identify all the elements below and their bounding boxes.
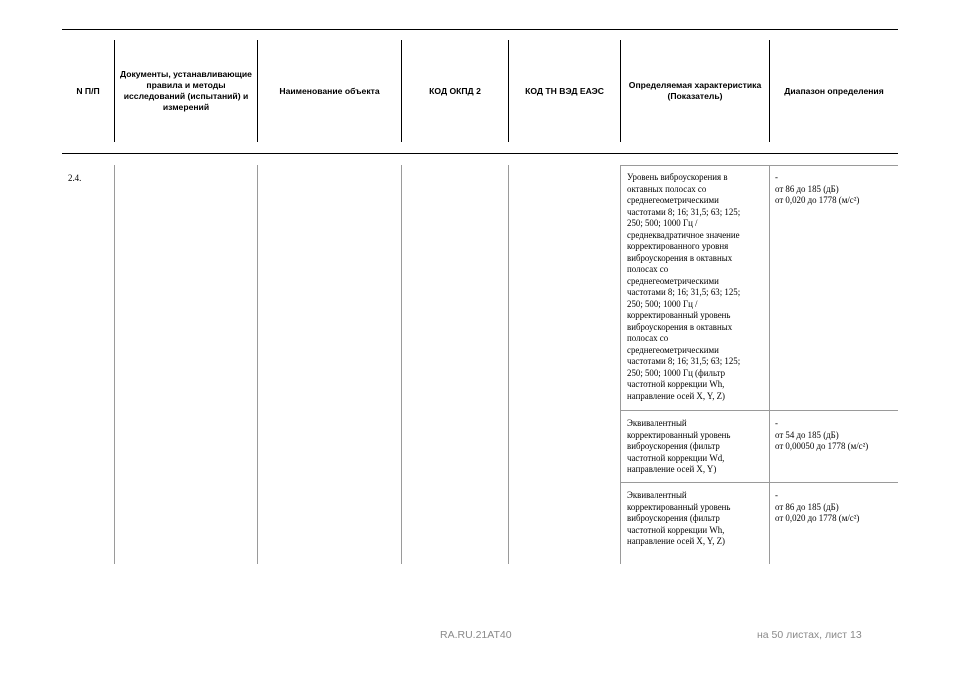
row-separator bbox=[620, 165, 898, 166]
characteristic-cell: Уровень виброускорения в октавных полосах со среднегеометрическими частотами 8; 16; 31,5; 63; 125; 250; 500; 1000 Гц / среднеквадратичное значение корректированного уровня виброускорения в октавных полосах со среднегеометрическими частотами 8; 16; 31,5; 63; 125; 250; 500; 1000 Гц / корректированный уровень виброускорения в октавных полосах со среднегеометрическими частотами 8; 16; 31,5; 63; 125; 250; 500; 1000 Гц (фильтр частотной коррекции Wh, направление осей X, Y, Z) bbox=[627, 172, 741, 401]
body-divider bbox=[257, 165, 258, 564]
footer-doc-code: RA.RU.21AT40 bbox=[440, 629, 512, 641]
characteristic-cell: Эквивалентный корректированный уровень виброускорения (фильтр частотной коррекции Wd, направление осей X, Y) bbox=[627, 418, 731, 474]
row-separator bbox=[620, 410, 898, 411]
header-number: N П/П bbox=[76, 85, 100, 96]
body-divider bbox=[620, 165, 621, 564]
header-bottom-rule bbox=[62, 153, 898, 154]
characteristic-cell: Эквивалентный корректированный уровень виброускорения (фильтр частотной коррекции Wh, направление осей X, Y, Z) bbox=[627, 490, 731, 546]
row-separator bbox=[620, 482, 898, 483]
range-cell: - от 54 до 185 (дБ) от 0,00050 до 1778 (м/с²) bbox=[775, 418, 869, 451]
body-divider bbox=[769, 165, 770, 564]
header-characteristic: Определяемая характеристика (Показатель) bbox=[628, 80, 762, 101]
row-number: 2.4. bbox=[68, 173, 82, 183]
body-divider bbox=[508, 165, 509, 564]
range-cell: - от 86 до 185 (дБ) от 0,020 до 1778 (м/с²) bbox=[775, 490, 860, 523]
body-divider bbox=[114, 165, 115, 564]
header-tnved-code: КОД ТН ВЭД ЕАЭС bbox=[525, 85, 604, 96]
header-range: Диапазон определения bbox=[784, 85, 884, 96]
footer-sheet-info: на 50 листах, лист 13 bbox=[757, 629, 862, 641]
header-documents: Документы, устанавливающие правила и методы исследований (испытаний) и измерений bbox=[120, 69, 252, 112]
header-okpd2-code: КОД ОКПД 2 bbox=[429, 85, 481, 96]
header-top-rule bbox=[62, 29, 898, 30]
range-cell: - от 86 до 185 (дБ) от 0,020 до 1778 (м/с²) bbox=[775, 172, 860, 205]
header-object-name: Наименование объекта bbox=[279, 85, 380, 96]
body-divider bbox=[401, 165, 402, 564]
